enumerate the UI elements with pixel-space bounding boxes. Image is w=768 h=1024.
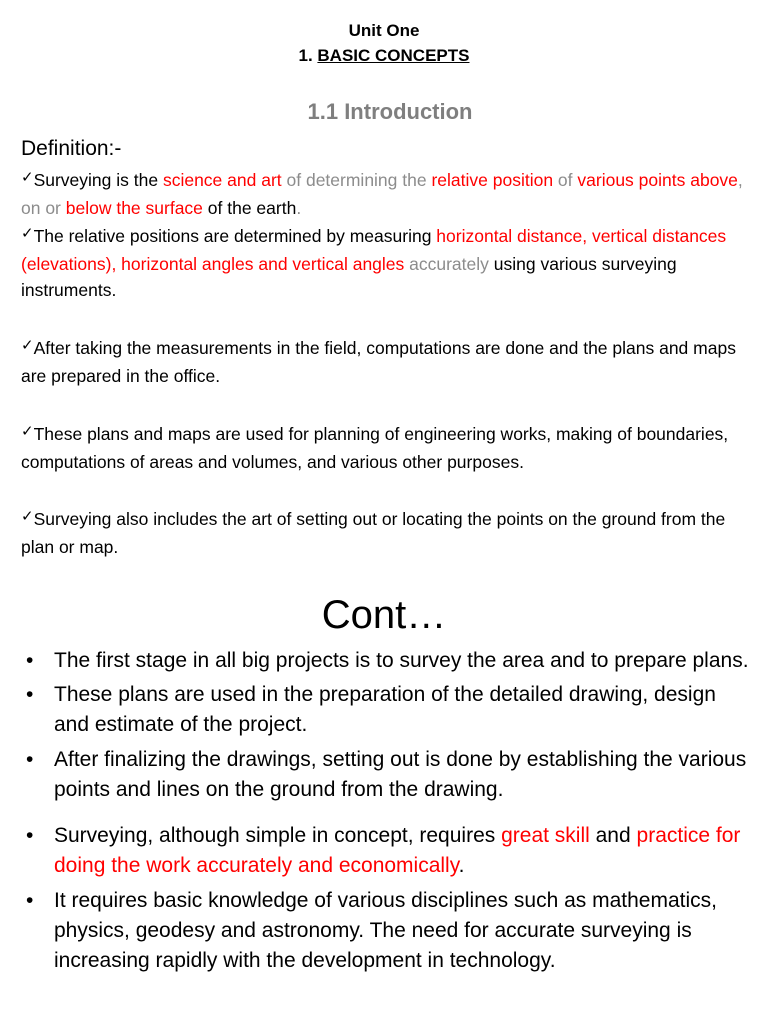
highlight-run: horizontal distance, vertical distances (elevations), horizontal angles and vertical angles	[21, 226, 727, 274]
text-run: using various surveying instruments.	[21, 254, 677, 300]
text-run: After taking the measurements in the field, computations are done and the plans and maps are prepared in the office.	[21, 338, 736, 386]
unit-title: Unit One	[348, 21, 420, 40]
list-item	[0, 745, 768, 805]
section-number: 1.	[298, 46, 318, 65]
paragraph-plans-and-maps	[21, 421, 751, 475]
paragraph-setting-out	[21, 506, 751, 560]
bullet-icon: •	[26, 824, 34, 847]
check-mark-icon: ✓	[21, 225, 34, 242]
list-item-text: After finalizing the drawings, setting out is done by establishing the various points and lines on the ground from the drawing.	[54, 748, 747, 801]
bullet-icon: •	[26, 683, 34, 706]
check-mark-icon: ✓	[21, 169, 34, 186]
section-title	[0, 45, 768, 67]
introduction-heading: 1.1 Introduction	[307, 99, 473, 124]
muted-run: .	[296, 198, 302, 218]
continuation-title: Cont…	[321, 593, 447, 637]
check-mark-icon: ✓	[21, 337, 34, 354]
highlight-run: practice for doing the work accurately and economically	[54, 824, 741, 877]
text-run: The relative positions are determined by measuring	[33, 226, 437, 246]
check-mark-icon: ✓	[21, 508, 34, 525]
list-item	[0, 821, 768, 881]
highlight-run: relative position	[431, 170, 554, 190]
list-item	[0, 680, 768, 740]
bullet-icon: •	[26, 748, 34, 771]
check-mark-icon: ✓	[21, 423, 34, 440]
list-item	[0, 646, 768, 676]
highlight-run: science and art	[162, 170, 282, 190]
muted-run: accurately	[404, 254, 489, 274]
text-run: Surveying is the	[33, 170, 163, 190]
muted-run: of	[553, 170, 578, 190]
list-item-text: The first stage in all big projects is to survey the area and to prepare plans.	[54, 649, 749, 672]
paragraph-definition	[21, 167, 751, 221]
list-item-text: It requires basic knowledge of various disciplines such as mathematics, physics, geodesy and astronomy. The need for accurate surveying is increasing rapidly with the development in technology.	[54, 889, 717, 972]
section-title-text: BASIC CONCEPTS	[317, 46, 470, 65]
list-item-text: These plans are used in the preparation of the detailed drawing, design and estimate of the project.	[54, 683, 716, 736]
muted-run: of determining the	[281, 170, 432, 190]
text-run: of the earth	[202, 198, 297, 218]
paragraph-relative-positions	[21, 223, 751, 303]
paragraph-computations	[21, 335, 751, 389]
text-run: Surveying also includes the art of setting out or locating the points on the ground from the plan or map.	[21, 509, 726, 557]
bullet-icon: •	[26, 889, 34, 912]
definition-label: Definition:-	[21, 137, 122, 160]
list-item	[0, 886, 768, 976]
list-item-text: and	[589, 824, 637, 847]
muted-run: , on or	[21, 170, 743, 218]
list-item-text: .	[458, 854, 465, 877]
highlight-run: below the surface	[65, 198, 203, 218]
text-run: These plans and maps are used for planning of engineering works, making of boundaries, computations of areas and volumes, and various other purposes.	[21, 424, 729, 472]
list-item-text: Surveying, although simple in concept, requires	[54, 824, 502, 847]
highlight-run: various points above	[577, 170, 738, 190]
highlight-run: great skill	[501, 824, 590, 847]
bullet-list	[0, 646, 768, 976]
bullet-icon: •	[26, 649, 34, 672]
